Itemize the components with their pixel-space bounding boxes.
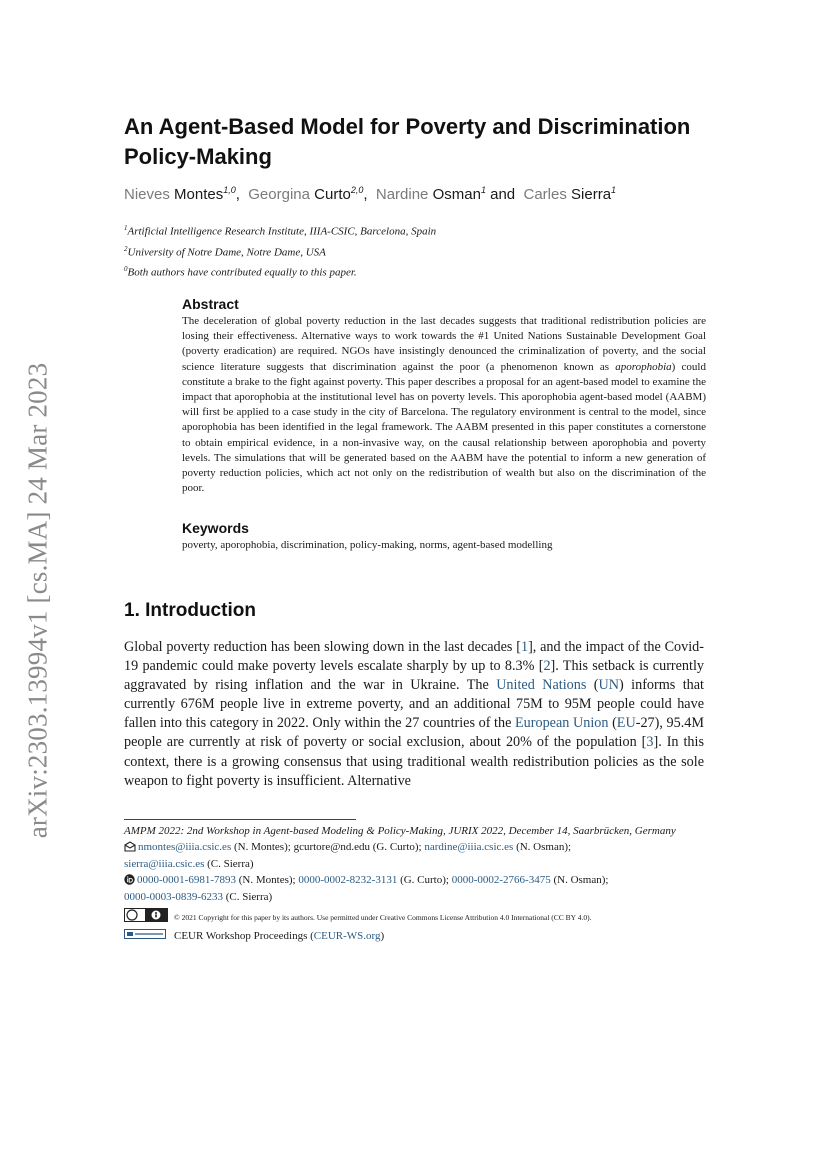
affiliation-2: $^2$University of Notre Dame, Notre Dame, USA [124, 244, 326, 259]
abstract-heading: Abstract [182, 296, 239, 312]
orcid-sierra[interactable]: 0000-0003-0839-6233 [124, 891, 223, 904]
keywords-heading: Keywords [182, 520, 249, 536]
paper-title: An Agent-Based Model for Poverty and Discrimination Policy-Making [124, 114, 691, 169]
abstract-text: The deceleration of global poverty reduction in the last decades suggests that traditional redistribution policies are losing their effectiveness. Alternative ways to work towards the #1 United Nations Sustainable Development Goal (poverty eradication) are required. NGOs have insistingly denounced the criminalization of poverty, and the social science literature suggests that discrimination against the poor (a phenomenon known as aporophobia) could constitute a brake to the fight against poverty. This paper describes a proposal for an agent-based model to examine the impact that aporophobia at the institutional level has on poverty levels. This aporophobia agent-based model (AABM) will first be applied to a case study in the city of Barcelona. The regulatory environment is central to the model, since aporophobia has been identified in the legal framework. The AABM presented in this paper constitutes a cornerstone to obtain empirical evidence, in a non-invasive way, on the causal relationship between aporophobia and poverty levels. The simulations that will be generated based on the AABM have the potential to inform a new generation of poverty reduction policies, which act not only on the redistribution of wealth but also on the discrimination of the poor. [182, 315, 706, 495]
email-osman[interactable]: nardine@iiia.csic.es [424, 840, 514, 853]
keywords-section [182, 520, 706, 553]
footnote-divider [124, 819, 356, 820]
author-2[interactable]: Georgina Curto$^{2,0}$ [248, 185, 364, 203]
ceur-link[interactable]: CEUR-WS.org [313, 929, 381, 942]
equal-contribution-note: $^0$Both authors have contributed equally to this paper. [124, 265, 357, 279]
orcid-osman[interactable]: 0000-0002-2766-3475 [451, 873, 551, 886]
citation-2[interactable]: 2 [543, 658, 551, 675]
affiliations [124, 220, 436, 282]
keywords-text: poverty, aporophobia, discrimination, policy-making, norms, agent-based modelling [182, 539, 553, 551]
section-heading-introduction: 1. Introduction [124, 600, 256, 621]
email-montes[interactable]: nmontes@iiia.csic.es [138, 840, 232, 853]
link-united-nations[interactable]: United Nations [496, 677, 587, 694]
email-sierra[interactable]: sierra@iiia.csic.es [124, 858, 205, 871]
orcid-icon [124, 874, 135, 891]
ceur-line [124, 929, 724, 945]
ceur-logo-icon [124, 929, 166, 945]
ceur-text: CEUR Workshop Proceedings (CEUR-WS.org) [174, 929, 385, 942]
email-line: nmontes@iiia.csic.es (N. Montes); gcurtore@nd.edu (G. Curto); nardine@iiia.csic.es (N. Osman); sierra@iiia.csic.es (C. Sierra) [124, 840, 572, 871]
introduction-paragraph: Global poverty reduction has been slowing down in the last decades [1], and the impact of the Covid-19 pandemic could make poverty levels escalate sharply by up to 8.3% [2]. This setback is currently aggravated by rising inflation and the war in Ukraine. The United Nations (UN) informs that currently 676M people live in extreme poverty, and an additional 75M to 95M people could have fallen into this category in 2022. Only within the 27 countries of the European Union (EU-27), 95.4M people are currently at risk of poverty or social exclusion, about 20% of the population [3]. In this context, there is a growing consensus that using traditional wealth redistribution policies as the sole weapon to fight poverty is insufficient. Alternative [124, 639, 705, 789]
email-curto[interactable]: gcurtore@nd.edu [293, 840, 370, 853]
author-4[interactable]: Carles Sierra$^1$ [523, 185, 617, 203]
orcid-curto[interactable]: 0000-0002-8232-3131 [298, 873, 398, 886]
link-eu[interactable]: EU [616, 715, 636, 732]
footnotes [124, 824, 724, 944]
author-list: Nieves Montes$^{1,0}$, Georgina Curto$^{2,0}$, Nardine Osman$^1$ and Carles Sierra$^1$ [124, 185, 617, 203]
author-3[interactable]: Nardine Osman$^1$ [375, 185, 486, 203]
affiliation-1: $^1$Artificial Intelligence Research Institute, IIIA-CSIC, Barcelona, Spain [124, 224, 437, 238]
conference-note: AMPM 2022: 2nd Workshop in Agent-based Modeling & Policy-Making, JURIX 2022, December 14, Saarbrücken, Germany [124, 825, 676, 837]
license-line [124, 908, 724, 928]
arxiv-stamp [14, 350, 62, 850]
orcid-montes[interactable]: 0000-0001-6981-7893 [137, 873, 236, 886]
abstract-section [182, 296, 706, 496]
orcid-line: 0000-0001-6981-7893 (N. Montes); 0000-0002-8232-3131 (G. Curto); 0000-0002-2766-3475 (N. Osman); 0000-0003-0839-6233 (C. Sierra) [124, 873, 609, 904]
link-un[interactable]: UN [598, 677, 620, 694]
license-text: © 2021 Copyright for this paper by its authors. Use permitted under Creative Commons License Attribution 4.0 International (CC BY 4.0). [174, 912, 592, 922]
cc-by-badge-icon[interactable] [124, 908, 168, 928]
citation-1[interactable]: 1 [520, 639, 529, 655]
link-european-union[interactable]: European Union [515, 715, 609, 732]
envelope-icon [124, 841, 136, 858]
arxiv-identifier: arXiv:2303.13994v1 [cs.MA] 24 Mar 2023 [22, 362, 53, 838]
citation-3[interactable]: 3 [646, 734, 654, 751]
author-1[interactable]: Nieves Montes$^{1,0}$ [124, 185, 236, 203]
